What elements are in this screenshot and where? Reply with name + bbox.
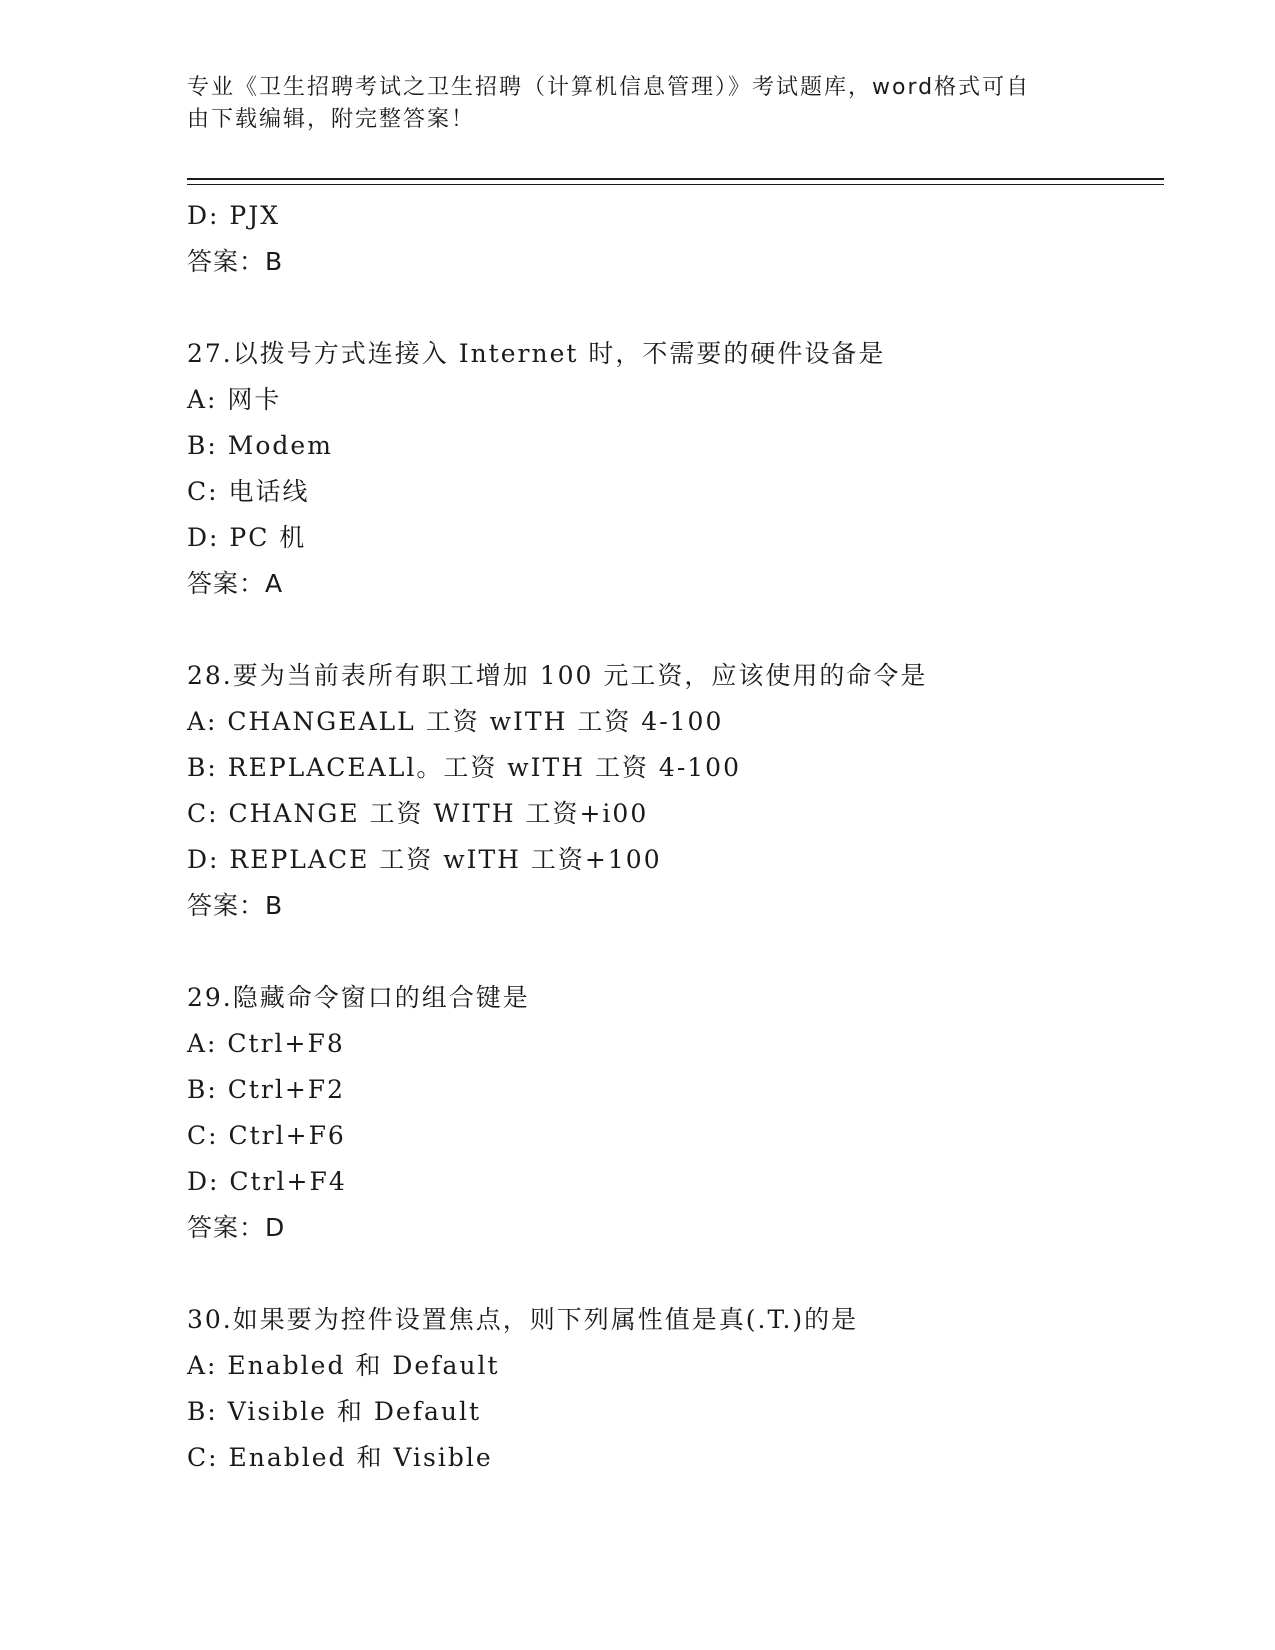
question-list <box>187 193 1164 1481</box>
option-c: C: CHANGE 工资 WITH 工资+i00 <box>187 799 649 828</box>
answer-line: 答案：D <box>187 1213 286 1242</box>
option-b: B: Modem <box>187 431 333 460</box>
option-d: D: PJX <box>187 201 281 230</box>
question-stem: 30.如果要为控件设置焦点，则下列属性值是真(.T.)的是 <box>187 1305 859 1334</box>
document-header <box>187 72 1087 136</box>
header-line-1: 专业《卫生招聘考试之卫生招聘（计算机信息管理）》考试题库，word格式可自 <box>187 75 1031 100</box>
option-c: C: 电话线 <box>187 477 310 506</box>
question-stem: 28.要为当前表所有职工增加 100 元工资，应该使用的命令是 <box>187 661 928 690</box>
option-b: B: Ctrl+F2 <box>187 1075 346 1104</box>
option-d: D: REPLACE 工资 wITH 工资+100 <box>187 845 662 874</box>
answer-line: 答案：A <box>187 569 284 598</box>
option-b: B: Visible 和 Default <box>187 1397 482 1426</box>
question-stem: 29.隐藏命令窗口的组合键是 <box>187 983 530 1012</box>
question-block <box>187 975 1164 1251</box>
option-a: A: 网卡 <box>187 385 282 414</box>
question-spacer <box>187 607 1164 653</box>
header-line-2: 由下载编辑，附完整答案！ <box>187 107 476 132</box>
header-divider-thin <box>187 184 1164 185</box>
question-spacer <box>187 929 1164 975</box>
option-a: A: Ctrl+F8 <box>187 1029 345 1058</box>
option-a: A: Enabled 和 Default <box>187 1351 500 1380</box>
answer-line: 答案：B <box>187 891 284 920</box>
question-stem: 27.以拨号方式连接入 Internet 时，不需要的硬件设备是 <box>187 339 886 368</box>
question-block <box>187 1297 1164 1481</box>
question-block <box>187 653 1164 929</box>
option-b: B: REPLACEALl。工资 wITH 工资 4-100 <box>187 753 741 782</box>
answer-line: 答案：B <box>187 247 284 276</box>
option-a: A: CHANGEALL 工资 wITH 工资 4-100 <box>187 707 724 736</box>
question-spacer <box>187 285 1164 331</box>
question-spacer <box>187 1251 1164 1297</box>
option-c: C: Ctrl+F6 <box>187 1121 346 1150</box>
option-c: C: Enabled 和 Visible <box>187 1443 493 1472</box>
option-d: D: Ctrl+F4 <box>187 1167 347 1196</box>
question-block <box>187 331 1164 607</box>
header-divider-thick <box>187 178 1164 180</box>
option-d: D: PC 机 <box>187 523 307 552</box>
